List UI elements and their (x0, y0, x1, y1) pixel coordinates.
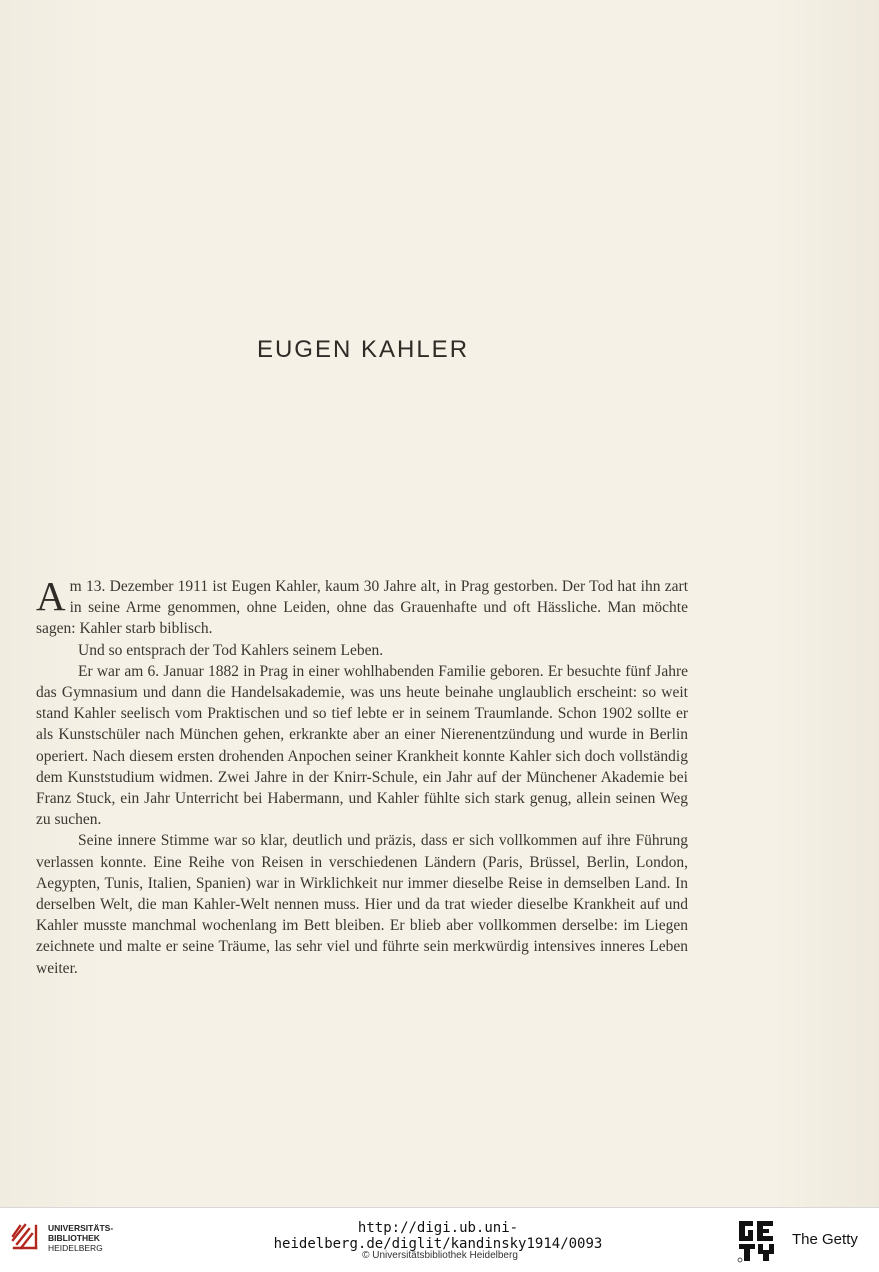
library-line-3: HEIDELBERG (48, 1243, 103, 1253)
viewer-footer (0, 1207, 879, 1272)
paragraph-4: Seine innere Stimme war so klar, deutlich und präzis, dass er sich vollkommen auf ihre Führung verlassen konnte. Eine Reihe von Reisen in verschiedenen Ländern (Paris, Brüssel, Berlin, London, Aegypten, Tunis, Italien, Spanien) war in Wirklichkeit nur immer dieselbe Reise in demselben Land. In derselben Welt, die man Kahler-Welt nennen muss. Hier und da trat wieder dieselbe Krankheit auf und Kahler musste manchmal wochenlang im Bett bleiben. Er blieb aber vollkommen derselbe: im Liegen zeichnete und malte er seine Träume, las sehr viel und führte sein merkwürdig intensives inneres Leben weiter. (36, 832, 688, 977)
paragraph-3: Er war am 6. Januar 1882 in Prag in einer wohlhabenden Familie geboren. Er besuchte fünf Jahre das Gymnasium und dann die Handelsakademie, was uns heute beinahe unglaublich erscheint: so weit stand Kahler seelisch vom Praktischen und so tief lebte er in seinem Traumlande. Schon 1902 sollte er als Kunstschüler nach München gehen, erkrankte aber an einer Nierenentzündung und wurde in Berlin operiert. Nach diesem ersten drohenden Anpochen seiner Krankheit konnte Kahler sich doch vollständig dem Kunststudium widmen. Zwei Jahre in der Knirr-Schule, ein Jahr auf der Münchener Akademie bei Franz Stuck, ein Jahr Unterricht bei Habermann, und Kahler fühlte sich stark genug, allein seinen Weg zu suchen. (36, 662, 688, 829)
library-line-1: UNIVERSITÄTS- (48, 1223, 114, 1233)
university-library-logo-icon[interactable] (10, 1222, 40, 1252)
paragraph-1-text: m 13. Dezember 1911 ist Eugen Kahler, kaum 30 Jahre alt, in Prag gestorben. Der Tod hat ihn zart in seine Arme genommen, ohne Leiden, ohne das Grauenhafte und oft Hässliche. Man möchte sagen: Kahler starb biblisch. (36, 578, 688, 638)
copyright-notice: © Universitätsbibliothek Heidelberg (362, 1250, 518, 1261)
permalink-url[interactable]: http://digi.ub.uni-heidelberg.de/diglit/kandinsky1914/0093 (273, 1220, 603, 1252)
page-title: EUGEN KAHLER (256, 336, 470, 363)
paragraph-1 (36, 573, 688, 640)
university-library-name (48, 1223, 113, 1253)
getty-name: The Getty (792, 1231, 858, 1248)
paragraph-2: Und so entsprach der Tod Kahlers seinem Leben. (78, 641, 384, 659)
drop-cap: A (36, 573, 66, 619)
library-line-2: BIBLIOTHEK (48, 1233, 100, 1243)
body-text (36, 573, 688, 979)
getty-logo-icon[interactable] (737, 1219, 779, 1263)
